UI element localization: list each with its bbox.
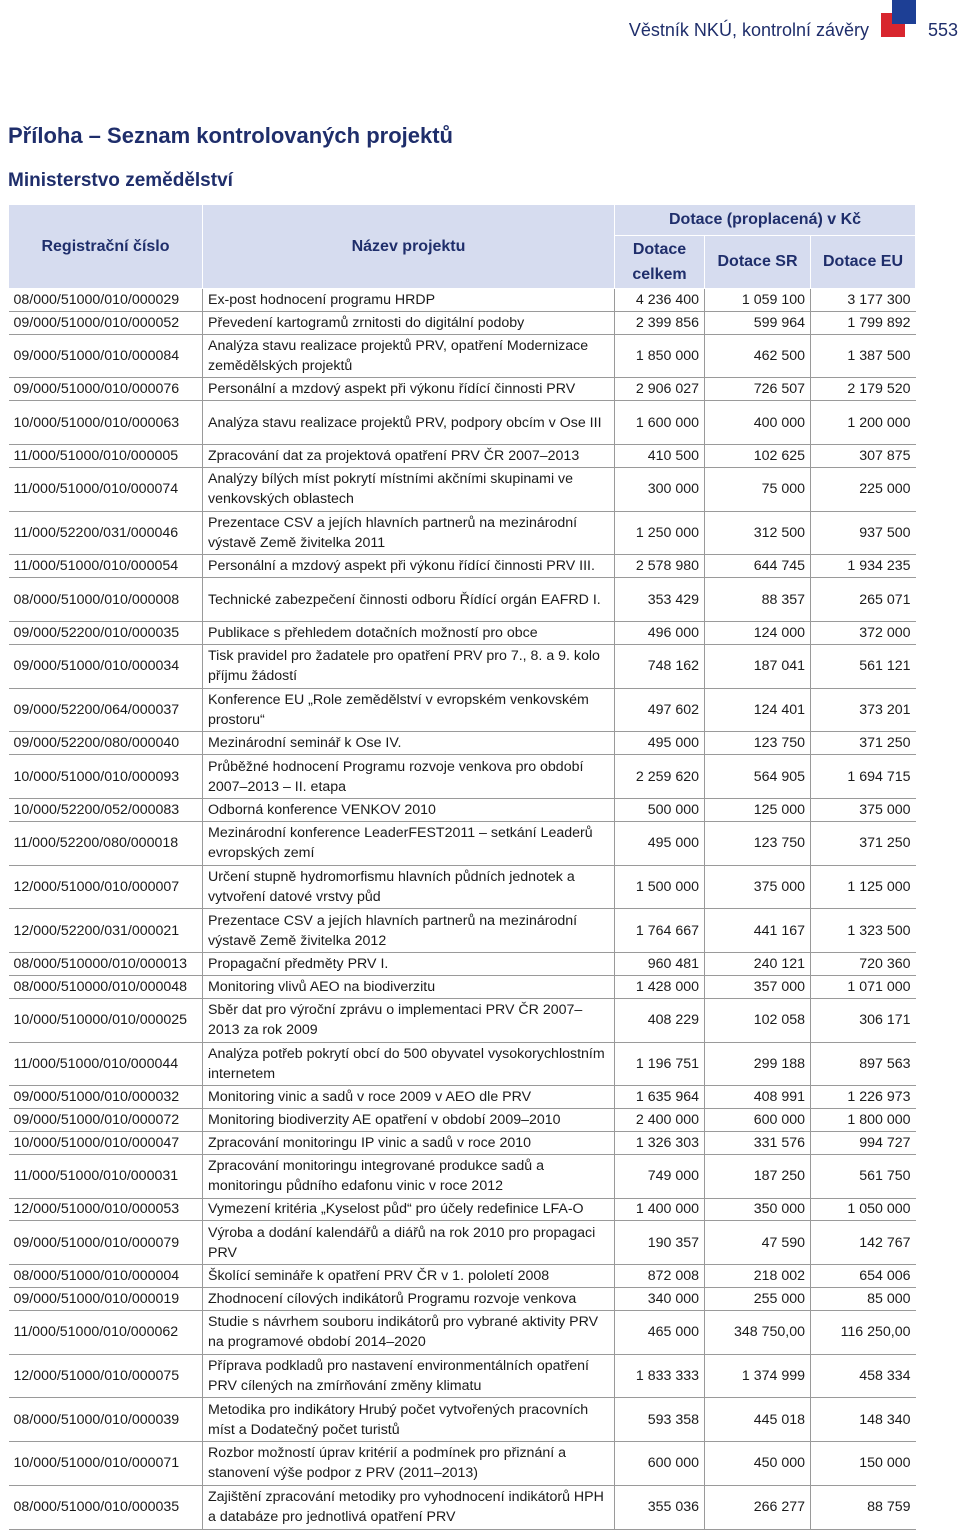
- registration-cell: 12/000/51000/010/000075: [9, 1354, 203, 1398]
- table-row: [9, 444, 916, 467]
- sr-cell: 441 167: [705, 909, 811, 953]
- table-row: [9, 975, 916, 998]
- eu-cell: 1 125 000: [811, 865, 916, 909]
- registration-cell: 10/000/51000/010/000063: [9, 401, 203, 445]
- sr-cell: 124 000: [705, 621, 811, 644]
- eu-cell: 371 250: [811, 821, 916, 865]
- registration-cell: 11/000/52200/031/000046: [9, 511, 203, 555]
- project-name-cell: Personální a mzdový aspekt při výkonu řídící činnosti PRV: [203, 378, 615, 401]
- sr-cell: 218 002: [705, 1265, 811, 1288]
- header-subsidy-group: Dotace (proplacená) v Kč: [615, 205, 916, 236]
- eu-cell: 458 334: [811, 1354, 916, 1398]
- running-head: [0, 18, 960, 48]
- project-name-cell: Odborná konference VENKOV 2010: [203, 798, 615, 821]
- total-cell: 872 008: [615, 1265, 705, 1288]
- table-row: [9, 688, 916, 732]
- total-cell: 2 906 027: [615, 378, 705, 401]
- eu-cell: 561 750: [811, 1154, 916, 1198]
- total-cell: 497 602: [615, 688, 705, 732]
- registration-cell: 10/000/52200/052/000083: [9, 798, 203, 821]
- total-cell: 2 578 980: [615, 555, 705, 578]
- sr-cell: 187 041: [705, 644, 811, 688]
- table-row: [9, 644, 916, 688]
- table-row: [9, 621, 916, 644]
- total-cell: 410 500: [615, 444, 705, 467]
- header-eu: Dotace EU: [811, 236, 916, 289]
- registration-cell: 09/000/51000/010/000072: [9, 1109, 203, 1132]
- total-cell: 465 000: [615, 1310, 705, 1354]
- eu-cell: 85 000: [811, 1287, 916, 1310]
- project-name-cell: Analýza potřeb pokrytí obcí do 500 obyvatel vysokorychlostním internetem: [203, 1042, 615, 1086]
- registration-cell: 09/000/51000/010/000079: [9, 1221, 203, 1265]
- project-name-cell: Analýza stavu realizace projektů PRV, podpory obcím v Ose III: [203, 401, 615, 445]
- project-name-cell: Ex-post hodnocení programu HRDP: [203, 289, 615, 312]
- table-row: [9, 289, 916, 312]
- eu-cell: 265 071: [811, 578, 916, 622]
- eu-cell: 307 875: [811, 444, 916, 467]
- sr-cell: 331 576: [705, 1131, 811, 1154]
- project-name-cell: Prezentace CSV a jejích hlavních partnerů na mezinárodní výstavě Země živitelka 2011: [203, 511, 615, 555]
- sr-cell: 1 374 999: [705, 1354, 811, 1398]
- sr-cell: 564 905: [705, 755, 811, 799]
- eu-cell: 937 500: [811, 511, 916, 555]
- total-cell: 749 000: [615, 1154, 705, 1198]
- registration-cell: 09/000/51000/010/000076: [9, 378, 203, 401]
- registration-cell: 09/000/51000/010/000052: [9, 311, 203, 334]
- total-cell: 1 326 303: [615, 1131, 705, 1154]
- project-name-cell: Metodika pro indikátory Hrubý počet vytvořených pracovních míst a Dodatečný počet turistů: [203, 1398, 615, 1442]
- eu-cell: 225 000: [811, 467, 916, 511]
- eu-cell: 1 323 500: [811, 909, 916, 953]
- registration-cell: 09/000/52200/010/000035: [9, 621, 203, 644]
- sr-cell: 125 000: [705, 798, 811, 821]
- total-cell: 1 428 000: [615, 975, 705, 998]
- table-row: [9, 555, 916, 578]
- registration-cell: 09/000/51000/010/000034: [9, 644, 203, 688]
- total-cell: 1 250 000: [615, 511, 705, 555]
- total-cell: 2 399 856: [615, 311, 705, 334]
- registration-cell: 09/000/52200/080/000040: [9, 732, 203, 755]
- registration-cell: 10/000/51000/010/000047: [9, 1131, 203, 1154]
- eu-cell: 897 563: [811, 1042, 916, 1086]
- sr-cell: 124 401: [705, 688, 811, 732]
- table-row: [9, 1109, 916, 1132]
- eu-cell: 3 177 300: [811, 289, 916, 312]
- total-cell: 353 429: [615, 578, 705, 622]
- table-row: [9, 1287, 916, 1310]
- table-row: [9, 378, 916, 401]
- eu-cell: 371 250: [811, 732, 916, 755]
- sr-cell: 312 500: [705, 511, 811, 555]
- journal-name: Věstník NKÚ, kontrolní závěry: [628, 20, 869, 40]
- eu-cell: 1 799 892: [811, 311, 916, 334]
- total-cell: 1 196 751: [615, 1042, 705, 1086]
- sr-cell: 255 000: [705, 1287, 811, 1310]
- eu-cell: 142 767: [811, 1221, 916, 1265]
- registration-cell: 09/000/51000/010/000084: [9, 334, 203, 378]
- eu-cell: 1 694 715: [811, 755, 916, 799]
- registration-cell: 08/000/51000/010/000029: [9, 289, 203, 312]
- registration-cell: 11/000/51000/010/000062: [9, 1310, 203, 1354]
- registration-cell: 09/000/52200/064/000037: [9, 688, 203, 732]
- header-project-name: Název projektu: [203, 205, 615, 289]
- table-row: [9, 1485, 916, 1529]
- sr-cell: 462 500: [705, 334, 811, 378]
- project-name-cell: Zhodnocení cílových indikátorů Programu rozvoje venkova: [203, 1287, 615, 1310]
- eu-cell: 148 340: [811, 1398, 916, 1442]
- total-cell: 2 259 620: [615, 755, 705, 799]
- table-row: [9, 334, 916, 378]
- eu-cell: 306 171: [811, 998, 916, 1042]
- projects-table: [8, 204, 916, 1530]
- eu-cell: 994 727: [811, 1131, 916, 1154]
- registration-cell: 11/000/51000/010/000044: [9, 1042, 203, 1086]
- registration-cell: 11/000/51000/010/000005: [9, 444, 203, 467]
- total-cell: 496 000: [615, 621, 705, 644]
- project-name-cell: Monitoring vinic a sadů v roce 2009 v AEO dle PRV: [203, 1086, 615, 1109]
- registration-cell: 11/000/51000/010/000054: [9, 555, 203, 578]
- total-cell: 4 236 400: [615, 289, 705, 312]
- table-row: [9, 1198, 916, 1221]
- project-name-cell: Technické zabezpečení činnosti odboru Řídící orgán EAFRD I.: [203, 578, 615, 622]
- project-name-cell: Prezentace CSV a jejích hlavních partnerů na mezinárodní výstavě Země živitelka 2012: [203, 909, 615, 953]
- eu-cell: 1 387 500: [811, 334, 916, 378]
- project-name-cell: Zajištění zpracování metodiky pro vyhodnocení indikátorů HPH a databáze pro jednotlivá opatření PRV: [203, 1485, 615, 1529]
- eu-cell: 116 250,00: [811, 1310, 916, 1354]
- eu-cell: 150 000: [811, 1442, 916, 1486]
- table-row: [9, 1221, 916, 1265]
- registration-cell: 08/000/51000/010/000039: [9, 1398, 203, 1442]
- table-row: [9, 909, 916, 953]
- appendix-title: Příloha – Seznam kontrolovaných projektů: [8, 123, 453, 148]
- eu-cell: 1 200 000: [811, 401, 916, 445]
- project-name-cell: Studie s návrhem souboru indikátorů pro vybrané aktivity PRV na programové období 2014–2020: [203, 1310, 615, 1354]
- total-cell: 1 400 000: [615, 1198, 705, 1221]
- eu-cell: 1 050 000: [811, 1198, 916, 1221]
- total-cell: 1 764 667: [615, 909, 705, 953]
- header-total: Dotace celkem: [615, 236, 705, 289]
- project-name-cell: Výroba a dodání kalendářů a diářů na rok 2010 pro propagaci PRV: [203, 1221, 615, 1265]
- project-name-cell: Personální a mzdový aspekt při výkonu řídící činnosti PRV III.: [203, 555, 615, 578]
- sr-cell: 102 058: [705, 998, 811, 1042]
- sr-cell: 600 000: [705, 1109, 811, 1132]
- sr-cell: 88 357: [705, 578, 811, 622]
- project-name-cell: Příprava podkladů pro nastavení environmentálních opatření PRV cílených na zmírňování změny klimatu: [203, 1354, 615, 1398]
- project-name-cell: Konference EU „Role zemědělství v evropském venkovském prostoru“: [203, 688, 615, 732]
- project-name-cell: Školící semináře k opatření PRV ČR v 1. pololetí 2008: [203, 1265, 615, 1288]
- table-row: [9, 755, 916, 799]
- table-row: [9, 1398, 916, 1442]
- sr-cell: 187 250: [705, 1154, 811, 1198]
- table-row: [9, 732, 916, 755]
- project-name-cell: Průběžné hodnocení Programu rozvoje venkova pro období 2007–2013 – II. etapa: [203, 755, 615, 799]
- total-cell: 593 358: [615, 1398, 705, 1442]
- eu-cell: 561 121: [811, 644, 916, 688]
- sr-cell: 1 059 100: [705, 289, 811, 312]
- registration-cell: 11/000/51000/010/000031: [9, 1154, 203, 1198]
- eu-cell: 2 179 520: [811, 378, 916, 401]
- project-name-cell: Mezinárodní konference LeaderFEST2011 – setkání Leaderů evropských zemí: [203, 821, 615, 865]
- header-registration: Registrační číslo: [9, 205, 203, 289]
- project-name-cell: Zpracování monitoringu integrované produkce sadů a monitoringu půdního edafonu vinic v roce 2012: [203, 1154, 615, 1198]
- registration-cell: 09/000/51000/010/000032: [9, 1086, 203, 1109]
- page-number: 553: [927, 20, 958, 40]
- table-row: [9, 865, 916, 909]
- table-row: [9, 1086, 916, 1109]
- eu-cell: 654 006: [811, 1265, 916, 1288]
- total-cell: 1 500 000: [615, 865, 705, 909]
- table-row: [9, 467, 916, 511]
- eu-cell: 372 000: [811, 621, 916, 644]
- registration-cell: 10/000/510000/010/000025: [9, 998, 203, 1042]
- eu-cell: 373 201: [811, 688, 916, 732]
- table-row: [9, 821, 916, 865]
- registration-cell: 08/000/51000/010/000004: [9, 1265, 203, 1288]
- registration-cell: 08/000/51000/010/000008: [9, 578, 203, 622]
- sr-cell: 599 964: [705, 311, 811, 334]
- registration-cell: 08/000/510000/010/000048: [9, 975, 203, 998]
- total-cell: 748 162: [615, 644, 705, 688]
- project-name-cell: Sběr dat pro výroční zprávu o implementaci PRV ČR 2007–2013 za rok 2009: [203, 998, 615, 1042]
- ministry-heading: Ministerstvo zemědělství: [8, 170, 233, 191]
- total-cell: 190 357: [615, 1221, 705, 1265]
- sr-cell: 47 590: [705, 1221, 811, 1265]
- registration-cell: 12/000/52200/031/000021: [9, 909, 203, 953]
- total-cell: 340 000: [615, 1287, 705, 1310]
- table-row: [9, 1042, 916, 1086]
- total-cell: 495 000: [615, 732, 705, 755]
- registration-cell: 12/000/51000/010/000053: [9, 1198, 203, 1221]
- registration-cell: 11/000/52200/080/000018: [9, 821, 203, 865]
- table-row: [9, 998, 916, 1042]
- table-row: [9, 798, 916, 821]
- sr-cell: 445 018: [705, 1398, 811, 1442]
- sr-cell: 299 188: [705, 1042, 811, 1086]
- table-row: [9, 401, 916, 445]
- registration-cell: 12/000/51000/010/000007: [9, 865, 203, 909]
- sr-cell: 102 625: [705, 444, 811, 467]
- table-row: [9, 1354, 916, 1398]
- total-cell: 1 850 000: [615, 334, 705, 378]
- project-name-cell: Zpracování monitoringu IP vinic a sadů v roce 2010: [203, 1131, 615, 1154]
- project-name-cell: Monitoring vlivů AEO na biodiverzitu: [203, 975, 615, 998]
- sr-cell: 240 121: [705, 953, 811, 976]
- table-row: [9, 511, 916, 555]
- project-name-cell: Analýza stavu realizace projektů PRV, opatření Modernizace zemědělských projektů: [203, 334, 615, 378]
- project-name-cell: Rozbor možností úprav kritérií a podmínek pro přiznání a stanovení výše podpor z PRV (2011–2013): [203, 1442, 615, 1486]
- nku-logo-icon: [881, 0, 917, 38]
- total-cell: 300 000: [615, 467, 705, 511]
- total-cell: 500 000: [615, 798, 705, 821]
- registration-cell: 10/000/51000/010/000093: [9, 755, 203, 799]
- total-cell: 600 000: [615, 1442, 705, 1486]
- project-name-cell: Určení stupně hydromorfismu hlavních půdních jednotek a vytvoření datové vrstvy půd: [203, 865, 615, 909]
- sr-cell: 644 745: [705, 555, 811, 578]
- registration-cell: 10/000/51000/010/000071: [9, 1442, 203, 1486]
- total-cell: 408 229: [615, 998, 705, 1042]
- project-name-cell: Zpracování dat za projektová opatření PRV ČR 2007–2013: [203, 444, 615, 467]
- header-sr: Dotace SR: [705, 236, 811, 289]
- project-name-cell: Monitoring biodiverzity AE opatření v období 2009–2010: [203, 1109, 615, 1132]
- project-name-cell: Mezinárodní seminář k Ose IV.: [203, 732, 615, 755]
- total-cell: 355 036: [615, 1485, 705, 1529]
- project-name-cell: Analýzy bílých míst pokrytí místními akčními skupinami ve venkovských oblastech: [203, 467, 615, 511]
- eu-cell: 88 759: [811, 1485, 916, 1529]
- eu-cell: 375 000: [811, 798, 916, 821]
- registration-cell: 08/000/51000/010/000035: [9, 1485, 203, 1529]
- eu-cell: 720 360: [811, 953, 916, 976]
- total-cell: 1 833 333: [615, 1354, 705, 1398]
- registration-cell: 11/000/51000/010/000074: [9, 467, 203, 511]
- total-cell: 2 400 000: [615, 1109, 705, 1132]
- sr-cell: 400 000: [705, 401, 811, 445]
- sr-cell: 75 000: [705, 467, 811, 511]
- table-row: [9, 953, 916, 976]
- table-row: [9, 1265, 916, 1288]
- sr-cell: 450 000: [705, 1442, 811, 1486]
- table-row: [9, 1310, 916, 1354]
- table-row: [9, 1442, 916, 1486]
- table-row: [9, 1154, 916, 1198]
- table-row: [9, 311, 916, 334]
- table-row: [9, 1131, 916, 1154]
- project-name-cell: Převedení kartogramů zrnitosti do digitální podoby: [203, 311, 615, 334]
- sr-cell: 726 507: [705, 378, 811, 401]
- sr-cell: 408 991: [705, 1086, 811, 1109]
- total-cell: 1 635 964: [615, 1086, 705, 1109]
- sr-cell: 123 750: [705, 821, 811, 865]
- total-cell: 960 481: [615, 953, 705, 976]
- project-name-cell: Vymezení kritéria „Kyselost půd“ pro účely redefinice LFA-O: [203, 1198, 615, 1221]
- sr-cell: 357 000: [705, 975, 811, 998]
- eu-cell: 1 934 235: [811, 555, 916, 578]
- eu-cell: 1 226 973: [811, 1086, 916, 1109]
- eu-cell: 1 800 000: [811, 1109, 916, 1132]
- sr-cell: 123 750: [705, 732, 811, 755]
- total-cell: 495 000: [615, 821, 705, 865]
- total-cell: 1 600 000: [615, 401, 705, 445]
- eu-cell: 1 071 000: [811, 975, 916, 998]
- sr-cell: 348 750,00: [705, 1310, 811, 1354]
- registration-cell: 08/000/510000/010/000013: [9, 953, 203, 976]
- project-name-cell: Propagační předměty PRV I.: [203, 953, 615, 976]
- table-row: [9, 578, 916, 622]
- project-name-cell: Tisk pravidel pro žadatele pro opatření PRV pro 7., 8. a 9. kolo příjmu žádostí: [203, 644, 615, 688]
- project-name-cell: Publikace s přehledem dotačních možností pro obce: [203, 621, 615, 644]
- sr-cell: 350 000: [705, 1198, 811, 1221]
- registration-cell: 09/000/51000/010/000019: [9, 1287, 203, 1310]
- sr-cell: 375 000: [705, 865, 811, 909]
- sr-cell: 266 277: [705, 1485, 811, 1529]
